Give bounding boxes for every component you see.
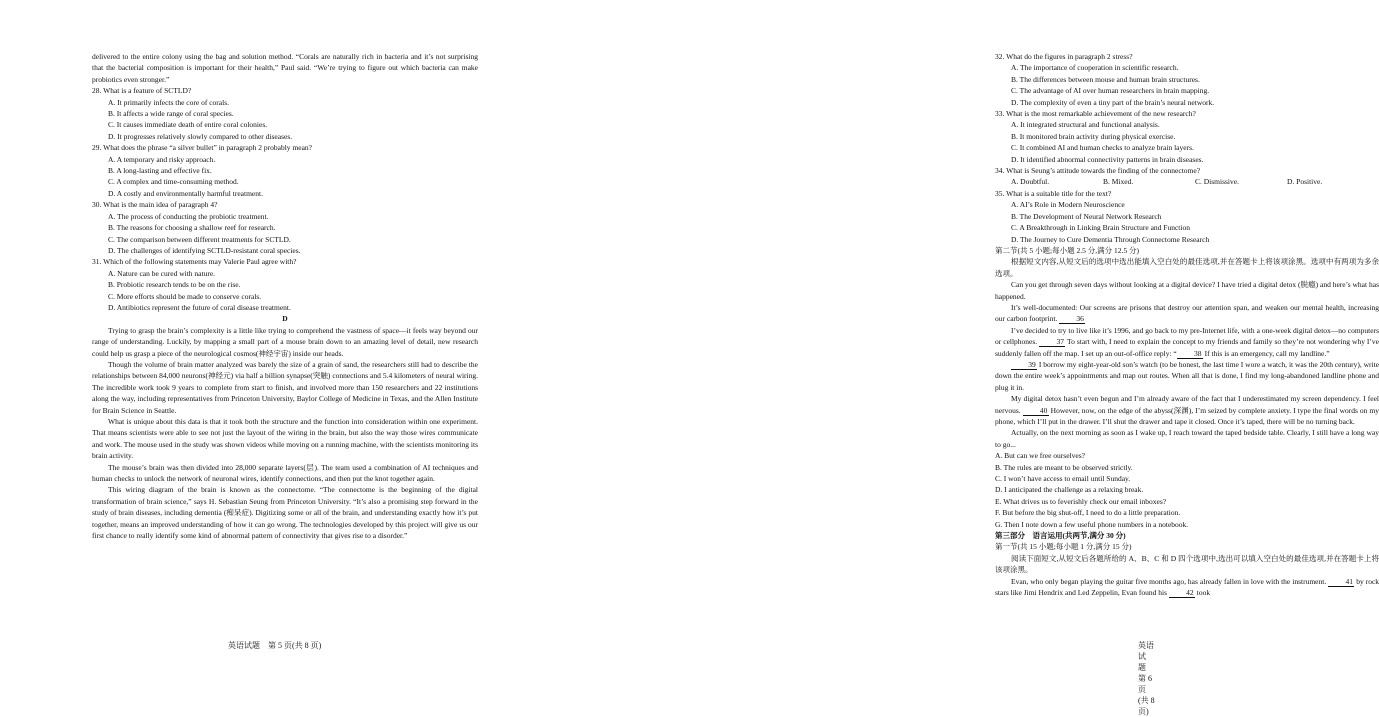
- question-28: [92, 85, 478, 142]
- left-page: [0, 0, 478, 688]
- gap-paragraph: [995, 279, 1379, 302]
- gap-paragraph: [995, 359, 1379, 393]
- right-column: [995, 51, 1379, 599]
- option-d: D. The challenges of identifying SCTLD-resistant coral species.: [108, 245, 301, 255]
- paragraph-text: by rock stars like Jimi Hendrix and Led Zeppelin, Evan found his: [995, 576, 1379, 598]
- option-b: B. It affects a wide range of coral species.: [108, 109, 234, 119]
- question-29: [92, 142, 478, 199]
- part3-heading: 第三部分 语言运用(共两节,满分 30 分): [995, 531, 1126, 541]
- option-d: D. It progresses relatively slowly compared to other diseases.: [108, 131, 293, 141]
- passage-paragraph: What is unique about this data is that it took both the structure and the function into consideration within one experiment. That means scientists were able to see not just the layout of the wiring in the brain, but also the way those wires communicate and work. The mouse used in the study was shown videos while moving on a running machine, with the scientists monitoring its brain activity.: [92, 417, 478, 461]
- option-b: B. The Development of Neural Network Research: [1011, 211, 1162, 221]
- option-a: A. A temporary and risky approach.: [108, 154, 216, 164]
- option-d: D. It identified abnormal connectivity patterns in brain diseases.: [1011, 154, 1204, 164]
- paragraph-text: Evan, who only began playing the guitar five months ago, has already fallen in love with the instrument.: [1011, 576, 1327, 586]
- option-a: A. Nature can be cured with nature.: [108, 268, 216, 278]
- question-30: [92, 199, 478, 256]
- question-stem: 29. What does the phrase “a silver bullet” in paragraph 2 probably mean?: [92, 143, 312, 153]
- question-stem: 33. What is the most remarkable achievement of the new research?: [995, 109, 1196, 119]
- question-33: [995, 108, 1379, 165]
- option-d: D. Antibiotics represent the future of coral disease treatment.: [108, 302, 291, 312]
- option-a: A. It integrated structural and functional analysis.: [1011, 120, 1160, 130]
- option-d: D. Positive.: [1287, 177, 1323, 187]
- option-c: C. A Breakthrough in Linking Brain Structure and Function: [1011, 223, 1190, 233]
- options-row: [995, 176, 1379, 187]
- question-stem: 32. What do the figures in paragraph 2 stress?: [995, 52, 1133, 61]
- answer-blank-37[interactable]: 37: [1039, 337, 1065, 347]
- option-c: C. Dismissive.: [1195, 177, 1239, 187]
- option-d: D. The Journey to Cure Dementia Through Connectome Research: [1011, 234, 1210, 244]
- option-b: B. It monitored brain activity during physical exercise.: [1011, 131, 1176, 141]
- option-b: B. Probiotic research tends to be on the rise.: [108, 280, 241, 290]
- option-a: A. The importance of cooperation in scientific research.: [1011, 63, 1179, 73]
- paragraph-text: Can you get through seven days without looking at a digital device? I have tried a digital detox (脱瘾) and here’s what has happened.: [995, 280, 1379, 301]
- paragraph-text: I borrow my eight-year-old son’s watch (to be honest, the last time I wore a watch, it was the 20th century), write down the entire week’s appointments and map out routes. When all that is done, I find my long-abandoned landline phone and plug it in.: [995, 359, 1379, 392]
- choice-a: A. But can we free ourselves?: [995, 451, 1085, 461]
- question-31: [92, 256, 478, 313]
- footer-subject: 英语试题: [1138, 641, 1154, 672]
- option-d: D. The complexity of even a tiny part of the brain’s neural network.: [1011, 97, 1215, 107]
- question-32: [995, 51, 1379, 108]
- part3-instructions: 阅读下面短文,从短文后各题所给的 A、B、C 和 D 四个选项中,选出可以填入空白处的最佳选项,并在答题卡上将该项涂黑。: [995, 553, 1379, 575]
- part3-subheading: 第一节(共 15 小题;每小题 1 分,满分 15 分): [995, 542, 1132, 552]
- option-b: B. Mixed.: [1103, 177, 1134, 187]
- option-a: A. Doubtful.: [1011, 177, 1050, 187]
- option-a: A. It primarily infects the core of corals.: [108, 97, 229, 107]
- answer-blank-42[interactable]: 42: [1169, 588, 1195, 598]
- cloze-paragraph: [995, 576, 1379, 599]
- passage-paragraph: Trying to grasp the brain’s complexity is a little like trying to comprehend the vastness of space—it feels way beyond our range of understanding. Luckily, by mapping a small part of a mouse brain down to an amazing level of detail, new research could help us grasp a piece of the neurological cosmos(神经宇宙) inside our heads.: [92, 325, 478, 358]
- choice-c: C. I won’t have access to email until Sunday.: [995, 474, 1131, 484]
- question-stem: 30. What is the main idea of paragraph 4?: [92, 200, 218, 210]
- section2-heading: 第二节(共 5 小题;每小题 2.5 分,满分 12.5 分): [995, 245, 1139, 255]
- answer-blank-40[interactable]: 40: [1023, 406, 1049, 416]
- section2-instructions: 根据短文内容,从短文后的选项中选出能填入空白处的最佳选项,并在答题卡上将该项涂黑。选项中有两项为多余选项。: [995, 257, 1379, 278]
- choice-g: G. Then I note down a few useful phone numbers in a notebook.: [995, 519, 1189, 529]
- option-c: C. The comparison between different treatments for SCTLD.: [108, 234, 291, 244]
- left-column: [92, 51, 478, 541]
- choice-e: E. What drives us to feverishly check our email inboxes?: [995, 496, 1167, 506]
- intro-paragraph: delivered to the entire colony using the bag and solution method. “Corals are naturally rich in bacteria and it’s not surprising that the bacterial composition is important for their health,” Paul said. “We’re trying to figure out which bacteria can make probiotics even stronger.”: [92, 52, 478, 84]
- paragraph-text: My digital detox hasn’t even begun and I’m already aware of the fact that I underestimated my screen dependency. I feel nervous.: [995, 394, 1379, 415]
- question-35: [995, 188, 1379, 245]
- question-stem: 31. Which of the following statements may Valerie Paul agree with?: [92, 257, 297, 267]
- option-a: A. The process of conducting the probiotic treatment.: [108, 211, 269, 221]
- answer-blank-36[interactable]: 36: [1059, 314, 1085, 324]
- paragraph-text: Actually, on the next morning as soon as I wake up, I reach toward the taped bedside table. Clearly, I still have a long way to go...: [995, 428, 1379, 449]
- answer-blank-41[interactable]: 41: [1328, 577, 1354, 587]
- question-stem: 35. What is a suitable title for the text?: [995, 188, 1112, 198]
- passage-paragraph: This wiring diagram of the brain is known as the connectome. “The connectome is the beginning of the digital transformation of brain science,” says H. Sebastian Seung from Princeton University. “It’s also a promising step forward in the study of brain diseases, including dementia (痴呆症). Digitizing some or all of the brain, and understanding exactly how it’s put together, means an improved understanding of how it can go wrong. The technologies developed by this project will give us our first chance to really identify some kind of abnormal pattern of connectivity that gives rise to a disorder.”: [92, 485, 478, 541]
- choice-d: D. I anticipated the challenge as a relaxing break.: [995, 485, 1144, 495]
- paragraph-text: If this is an emergency, call my landline.”: [1204, 348, 1330, 358]
- gap-paragraph: [995, 427, 1379, 450]
- question-34: [995, 165, 1379, 188]
- option-a: A. AI’s Role in Modern Neuroscience: [1011, 200, 1125, 210]
- option-c: C. It causes immediate death of entire coral colonies.: [108, 120, 268, 130]
- paragraph-text: I’ve decided to try to live like it’s 1996, and go back to my pre-Internet life, with a one-week digital detox—no computers or cellphones.: [995, 325, 1379, 347]
- gap-paragraph: [995, 325, 1379, 359]
- option-c: C. A complex and time-consuming method.: [108, 177, 239, 187]
- option-b: B. The reasons for choosing a shallow reef for research.: [108, 223, 276, 233]
- paragraph-text: It’s well-documented: Our screens are prisons that destroy our attention span, and weaken our mental health, increasing our carbon footprint.: [995, 302, 1379, 324]
- footer-page-number: 第 5 页(共 8 页): [268, 641, 322, 650]
- section-letter: D: [282, 314, 288, 324]
- right-page: [475, 0, 1379, 716]
- page-footer: [228, 640, 327, 651]
- option-b: B. A long-lasting and effective fix.: [108, 166, 212, 176]
- footer-page-number: 第 6 页(共 8 页): [1138, 674, 1155, 716]
- gap-paragraph: [995, 393, 1379, 427]
- passage-paragraph: The mouse’s brain was then divided into 28,000 separate layers(层). The team used a combination of AI techniques and human checks to unlock the network of neuronal wires, identify connections, and then put the knot together again.: [92, 462, 478, 484]
- choice-b: B. The rules are meant to be observed strictly.: [995, 462, 1133, 472]
- gap-paragraph: [995, 302, 1379, 325]
- question-stem: 28. What is a feature of SCTLD?: [92, 86, 192, 96]
- passage-paragraph: Though the volume of brain matter analyzed was barely the size of a grain of sand, the researchers still had to describe the relationships between 84,000 neurons(神经元) via half a billion synapse(突触) connections and 5.4 kilometers of neural wiring. The incredible work took 9 years to complete from start to finish, and involved more than 150 researchers and 22 institutions along the way, including representatives from Princeton University, Baylor College of Medicine in Texas, and the Allen Institute for Brain Science in Seattle.: [92, 359, 478, 415]
- paragraph-text: However, now, on the edge of the abyss(深渊), I’m seized by complete anxiety. I type the final words on my phone, which I’ll put in the drawer. I’ll shut the drawer and tape it closed. Once it’s taped, there will be no turning back.: [995, 405, 1379, 426]
- paragraph-text: To start with, I need to explain the concept to my friends and family so they’re not wondering why I’ve suddenly fallen off the map. I set up an out-of-office reply: “: [995, 337, 1379, 358]
- option-c: C. The advantage of AI over human researchers in brain mapping.: [1011, 86, 1210, 96]
- option-c: C. More efforts should be made to conserve corals.: [108, 291, 262, 301]
- question-stem: 34. What is Seung’s attitude towards the finding of the connectome?: [995, 166, 1201, 176]
- answer-blank-39[interactable]: 39: [1011, 360, 1037, 370]
- footer-subject: 英语试题: [228, 641, 260, 650]
- answer-blank-38[interactable]: 38: [1177, 349, 1203, 359]
- choice-f: F. But before the big shut-off, I need to do a little preparation.: [995, 508, 1181, 518]
- option-d: D. A costly and environmentally harmful treatment.: [108, 188, 263, 198]
- option-c: C. It combined AI and human checks to analyze brain layers.: [1011, 143, 1194, 153]
- paragraph-text: took: [1196, 588, 1211, 598]
- option-b: B. The differences between mouse and human brain structures.: [1011, 74, 1200, 84]
- page-footer: [1138, 640, 1155, 717]
